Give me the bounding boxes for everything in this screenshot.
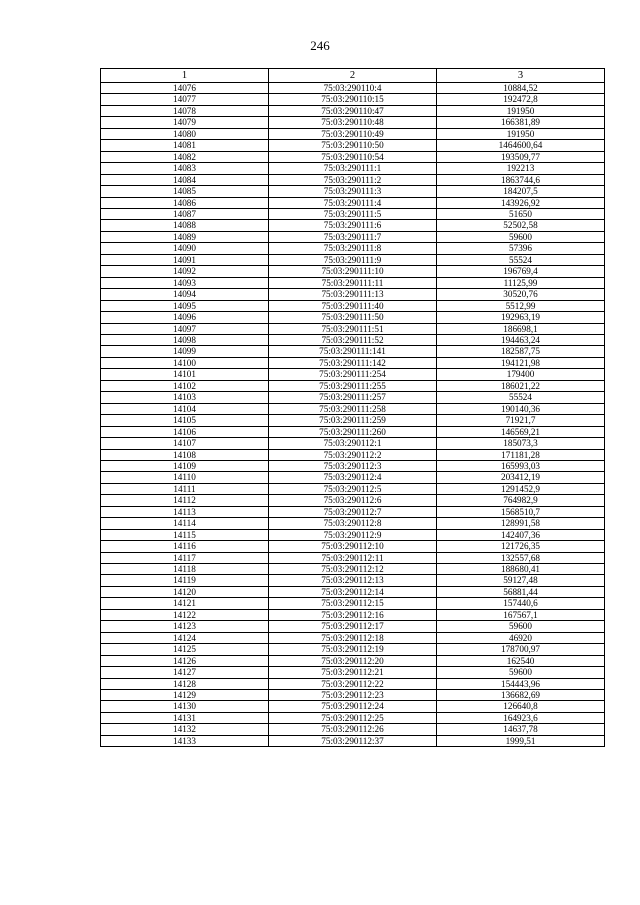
value-cell: 179400 — [437, 369, 605, 380]
table-row — [101, 243, 605, 254]
cadastral-number-cell: 75:03:290111:6 — [269, 220, 437, 231]
value-cell: 764982,9 — [437, 495, 605, 506]
row-number-cell: 14116 — [101, 541, 269, 552]
cadastral-number-cell: 75:03:290111:142 — [269, 357, 437, 368]
table-row — [101, 541, 605, 552]
table-row — [101, 518, 605, 529]
cadastral-number-cell: 75:03:290112:14 — [269, 586, 437, 597]
value-cell: 185073,3 — [437, 438, 605, 449]
value-cell: 51650 — [437, 208, 605, 219]
table-row — [101, 289, 605, 300]
cadastral-number-cell: 75:03:290112:3 — [269, 460, 437, 471]
cadastral-number-cell: 75:03:290112:20 — [269, 655, 437, 666]
value-cell: 146569,21 — [437, 426, 605, 437]
value-cell: 10884,52 — [437, 83, 605, 94]
table-header-row — [101, 69, 605, 83]
value-cell: 46920 — [437, 632, 605, 643]
table-row — [101, 140, 605, 151]
value-cell: 190140,36 — [437, 403, 605, 414]
table-row — [101, 415, 605, 426]
value-cell: 188680,41 — [437, 564, 605, 575]
cadastral-number-cell: 75:03:290112:37 — [269, 735, 437, 746]
table-row — [101, 403, 605, 414]
table-row — [101, 609, 605, 620]
cadastral-number-cell: 75:03:290110:54 — [269, 151, 437, 162]
table-row — [101, 254, 605, 265]
table-row — [101, 598, 605, 609]
value-cell: 196769,4 — [437, 266, 605, 277]
table-row — [101, 220, 605, 231]
table-row — [101, 712, 605, 723]
row-number-cell: 14123 — [101, 621, 269, 632]
cadastral-number-cell: 75:03:290111:260 — [269, 426, 437, 437]
cadastral-number-cell: 75:03:290110:48 — [269, 117, 437, 128]
value-cell: 5512,99 — [437, 300, 605, 311]
column-header-1: 1 — [101, 69, 269, 83]
value-cell: 182587,75 — [437, 346, 605, 357]
cadastral-number-cell: 75:03:290111:7 — [269, 231, 437, 242]
row-number-cell: 14097 — [101, 323, 269, 334]
row-number-cell: 14119 — [101, 575, 269, 586]
value-cell: 56881,44 — [437, 586, 605, 597]
table-row — [101, 151, 605, 162]
row-number-cell: 14087 — [101, 208, 269, 219]
row-number-cell: 14103 — [101, 392, 269, 403]
table-row — [101, 552, 605, 563]
table-row — [101, 357, 605, 368]
value-cell: 136682,69 — [437, 690, 605, 701]
value-cell: 1863744,6 — [437, 174, 605, 185]
value-cell: 71921,7 — [437, 415, 605, 426]
cadastral-number-cell: 75:03:290112:25 — [269, 712, 437, 723]
cadastral-number-cell: 75:03:290111:13 — [269, 289, 437, 300]
cadastral-number-cell: 75:03:290111:9 — [269, 254, 437, 265]
table-row — [101, 460, 605, 471]
table-row — [101, 632, 605, 643]
value-cell: 121726,35 — [437, 541, 605, 552]
value-cell: 164923,6 — [437, 712, 605, 723]
value-cell: 55524 — [437, 254, 605, 265]
value-cell: 166381,89 — [437, 117, 605, 128]
row-number-cell: 14099 — [101, 346, 269, 357]
value-cell: 52502,58 — [437, 220, 605, 231]
row-number-cell: 14095 — [101, 300, 269, 311]
column-header-3: 3 — [437, 69, 605, 83]
row-number-cell: 14078 — [101, 105, 269, 116]
table-row — [101, 94, 605, 105]
table-row — [101, 586, 605, 597]
row-number-cell: 14113 — [101, 506, 269, 517]
row-number-cell: 14080 — [101, 128, 269, 139]
cadastral-number-cell: 75:03:290112:23 — [269, 690, 437, 701]
cadastral-number-cell: 75:03:290110:50 — [269, 140, 437, 151]
cadastral-number-cell: 75:03:290111:8 — [269, 243, 437, 254]
value-cell: 154443,96 — [437, 678, 605, 689]
value-cell: 1999,51 — [437, 735, 605, 746]
table-row — [101, 105, 605, 116]
row-number-cell: 14104 — [101, 403, 269, 414]
row-number-cell: 14091 — [101, 254, 269, 265]
value-cell: 11125,99 — [437, 277, 605, 288]
table-row — [101, 426, 605, 437]
cadastral-number-cell: 75:03:290111:50 — [269, 312, 437, 323]
row-number-cell: 14082 — [101, 151, 269, 162]
table-row — [101, 667, 605, 678]
row-number-cell: 14077 — [101, 94, 269, 105]
row-number-cell: 14129 — [101, 690, 269, 701]
value-cell: 167567,1 — [437, 609, 605, 620]
page-number: 246 — [310, 38, 330, 53]
cadastral-number-cell: 75:03:290112:22 — [269, 678, 437, 689]
cadastral-number-cell: 75:03:290111:254 — [269, 369, 437, 380]
table-row — [101, 174, 605, 185]
cadastral-number-cell: 75:03:290112:19 — [269, 644, 437, 655]
cadastral-number-cell: 75:03:290111:3 — [269, 186, 437, 197]
table-row — [101, 449, 605, 460]
table-row — [101, 644, 605, 655]
row-number-cell: 14127 — [101, 667, 269, 678]
value-cell: 191950 — [437, 128, 605, 139]
value-cell: 142407,36 — [437, 529, 605, 540]
value-cell: 203412,19 — [437, 472, 605, 483]
row-number-cell: 14131 — [101, 712, 269, 723]
cadastral-number-cell: 75:03:290112:26 — [269, 724, 437, 735]
row-number-cell: 14115 — [101, 529, 269, 540]
table-row — [101, 380, 605, 391]
table-row — [101, 300, 605, 311]
cadastral-number-cell: 75:03:290112:7 — [269, 506, 437, 517]
row-number-cell: 14088 — [101, 220, 269, 231]
row-number-cell: 14100 — [101, 357, 269, 368]
value-cell: 194463,24 — [437, 334, 605, 345]
row-number-cell: 14130 — [101, 701, 269, 712]
value-cell: 165993,03 — [437, 460, 605, 471]
row-number-cell: 14085 — [101, 186, 269, 197]
value-cell: 1291452,9 — [437, 483, 605, 494]
table-row — [101, 495, 605, 506]
value-cell: 128991,58 — [437, 518, 605, 529]
table-row — [101, 575, 605, 586]
table-row — [101, 369, 605, 380]
cadastral-number-cell: 75:03:290111:11 — [269, 277, 437, 288]
value-cell: 126640,8 — [437, 701, 605, 712]
row-number-cell: 14089 — [101, 231, 269, 242]
cadastral-number-cell: 75:03:290111:51 — [269, 323, 437, 334]
row-number-cell: 14120 — [101, 586, 269, 597]
cadastral-number-cell: 75:03:290112:21 — [269, 667, 437, 678]
cadastral-number-cell: 75:03:290111:40 — [269, 300, 437, 311]
table-row — [101, 506, 605, 517]
row-number-cell: 14126 — [101, 655, 269, 666]
value-cell: 186698,1 — [437, 323, 605, 334]
row-number-cell: 14105 — [101, 415, 269, 426]
value-cell: 171181,28 — [437, 449, 605, 460]
row-number-cell: 14117 — [101, 552, 269, 563]
row-number-cell: 14084 — [101, 174, 269, 185]
cadastral-number-cell: 75:03:290110:49 — [269, 128, 437, 139]
row-number-cell: 14098 — [101, 334, 269, 345]
table-row — [101, 346, 605, 357]
cadastral-number-cell: 75:03:290111:2 — [269, 174, 437, 185]
row-number-cell: 14092 — [101, 266, 269, 277]
row-number-cell: 14086 — [101, 197, 269, 208]
value-cell: 157440,6 — [437, 598, 605, 609]
cadastral-number-cell: 75:03:290112:16 — [269, 609, 437, 620]
cadastral-number-cell: 75:03:290112:18 — [269, 632, 437, 643]
cadastral-number-cell: 75:03:290112:11 — [269, 552, 437, 563]
cadastral-number-cell: 75:03:290111:1 — [269, 163, 437, 174]
row-number-cell: 14114 — [101, 518, 269, 529]
table-row — [101, 312, 605, 323]
row-number-cell: 14079 — [101, 117, 269, 128]
table-row — [101, 323, 605, 334]
value-cell: 30520,76 — [437, 289, 605, 300]
row-number-cell: 14128 — [101, 678, 269, 689]
value-cell: 194121,98 — [437, 357, 605, 368]
row-number-cell: 14125 — [101, 644, 269, 655]
cadastral-number-cell: 75:03:290111:52 — [269, 334, 437, 345]
cadastral-number-cell: 75:03:290112:13 — [269, 575, 437, 586]
cadastral-number-cell: 75:03:290112:10 — [269, 541, 437, 552]
value-cell: 184207,5 — [437, 186, 605, 197]
cadastral-number-cell: 75:03:290111:257 — [269, 392, 437, 403]
value-cell: 178700,97 — [437, 644, 605, 655]
row-number-cell: 14109 — [101, 460, 269, 471]
row-number-cell: 14093 — [101, 277, 269, 288]
table-row — [101, 334, 605, 345]
cadastral-number-cell: 75:03:290111:259 — [269, 415, 437, 426]
row-number-cell: 14106 — [101, 426, 269, 437]
row-number-cell: 14111 — [101, 483, 269, 494]
value-cell: 191950 — [437, 105, 605, 116]
cadastral-number-cell: 75:03:290111:5 — [269, 208, 437, 219]
row-number-cell: 14090 — [101, 243, 269, 254]
cadastral-number-cell: 75:03:290112:6 — [269, 495, 437, 506]
table-row — [101, 117, 605, 128]
value-cell: 186021,22 — [437, 380, 605, 391]
row-number-cell: 14081 — [101, 140, 269, 151]
value-cell: 192472,8 — [437, 94, 605, 105]
row-number-cell: 14101 — [101, 369, 269, 380]
table-body — [101, 83, 605, 747]
table-row — [101, 208, 605, 219]
row-number-cell: 14121 — [101, 598, 269, 609]
value-cell: 59600 — [437, 231, 605, 242]
cadastral-number-cell: 75:03:290112:5 — [269, 483, 437, 494]
cadastral-number-cell: 75:03:290112:9 — [269, 529, 437, 540]
value-cell: 59600 — [437, 667, 605, 678]
value-cell: 55524 — [437, 392, 605, 403]
row-number-cell: 14108 — [101, 449, 269, 460]
row-number-cell: 14096 — [101, 312, 269, 323]
row-number-cell: 14110 — [101, 472, 269, 483]
table-row — [101, 392, 605, 403]
table-row — [101, 621, 605, 632]
value-cell: 57396 — [437, 243, 605, 254]
cadastral-number-cell: 75:03:290110:15 — [269, 94, 437, 105]
cadastral-number-cell: 75:03:290110:47 — [269, 105, 437, 116]
table-row — [101, 701, 605, 712]
table-row — [101, 83, 605, 94]
table-row — [101, 266, 605, 277]
row-number-cell: 14118 — [101, 564, 269, 575]
cadastral-number-cell: 75:03:290111:4 — [269, 197, 437, 208]
cadastral-number-cell: 75:03:290111:255 — [269, 380, 437, 391]
value-cell: 1464600,64 — [437, 140, 605, 151]
table-row — [101, 438, 605, 449]
row-number-cell: 14124 — [101, 632, 269, 643]
value-cell: 59600 — [437, 621, 605, 632]
table-row — [101, 472, 605, 483]
cadastral-number-cell: 75:03:290112:24 — [269, 701, 437, 712]
table-row — [101, 529, 605, 540]
row-number-cell: 14107 — [101, 438, 269, 449]
table-row — [101, 678, 605, 689]
row-number-cell: 14112 — [101, 495, 269, 506]
cadastral-number-cell: 75:03:290111:258 — [269, 403, 437, 414]
column-header-2: 2 — [269, 69, 437, 83]
data-table — [100, 68, 605, 747]
table-row — [101, 564, 605, 575]
row-number-cell: 14102 — [101, 380, 269, 391]
table-row — [101, 483, 605, 494]
cadastral-number-cell: 75:03:290112:12 — [269, 564, 437, 575]
cadastral-number-cell: 75:03:290112:4 — [269, 472, 437, 483]
value-cell: 193509,77 — [437, 151, 605, 162]
row-number-cell: 14094 — [101, 289, 269, 300]
table-row — [101, 690, 605, 701]
cadastral-number-cell: 75:03:290112:15 — [269, 598, 437, 609]
value-cell: 192213 — [437, 163, 605, 174]
cadastral-number-cell: 75:03:290111:141 — [269, 346, 437, 357]
table-row — [101, 724, 605, 735]
table-row — [101, 128, 605, 139]
value-cell: 1568510,7 — [437, 506, 605, 517]
value-cell: 14637,78 — [437, 724, 605, 735]
table-row — [101, 655, 605, 666]
row-number-cell: 14122 — [101, 609, 269, 620]
table-row — [101, 197, 605, 208]
cadastral-number-cell: 75:03:290112:1 — [269, 438, 437, 449]
cadastral-number-cell: 75:03:290110:4 — [269, 83, 437, 94]
table-row — [101, 186, 605, 197]
value-cell: 59127,48 — [437, 575, 605, 586]
cadastral-number-cell: 75:03:290112:8 — [269, 518, 437, 529]
table-row — [101, 163, 605, 174]
cadastral-number-cell: 75:03:290112:2 — [269, 449, 437, 460]
table-row — [101, 735, 605, 746]
table-row — [101, 277, 605, 288]
cadastral-number-cell: 75:03:290112:17 — [269, 621, 437, 632]
row-number-cell: 14076 — [101, 83, 269, 94]
table-row — [101, 231, 605, 242]
row-number-cell: 14132 — [101, 724, 269, 735]
cadastral-number-cell: 75:03:290111:10 — [269, 266, 437, 277]
value-cell: 162540 — [437, 655, 605, 666]
value-cell: 132557,68 — [437, 552, 605, 563]
value-cell: 143926,92 — [437, 197, 605, 208]
row-number-cell: 14083 — [101, 163, 269, 174]
row-number-cell: 14133 — [101, 735, 269, 746]
value-cell: 192963,19 — [437, 312, 605, 323]
